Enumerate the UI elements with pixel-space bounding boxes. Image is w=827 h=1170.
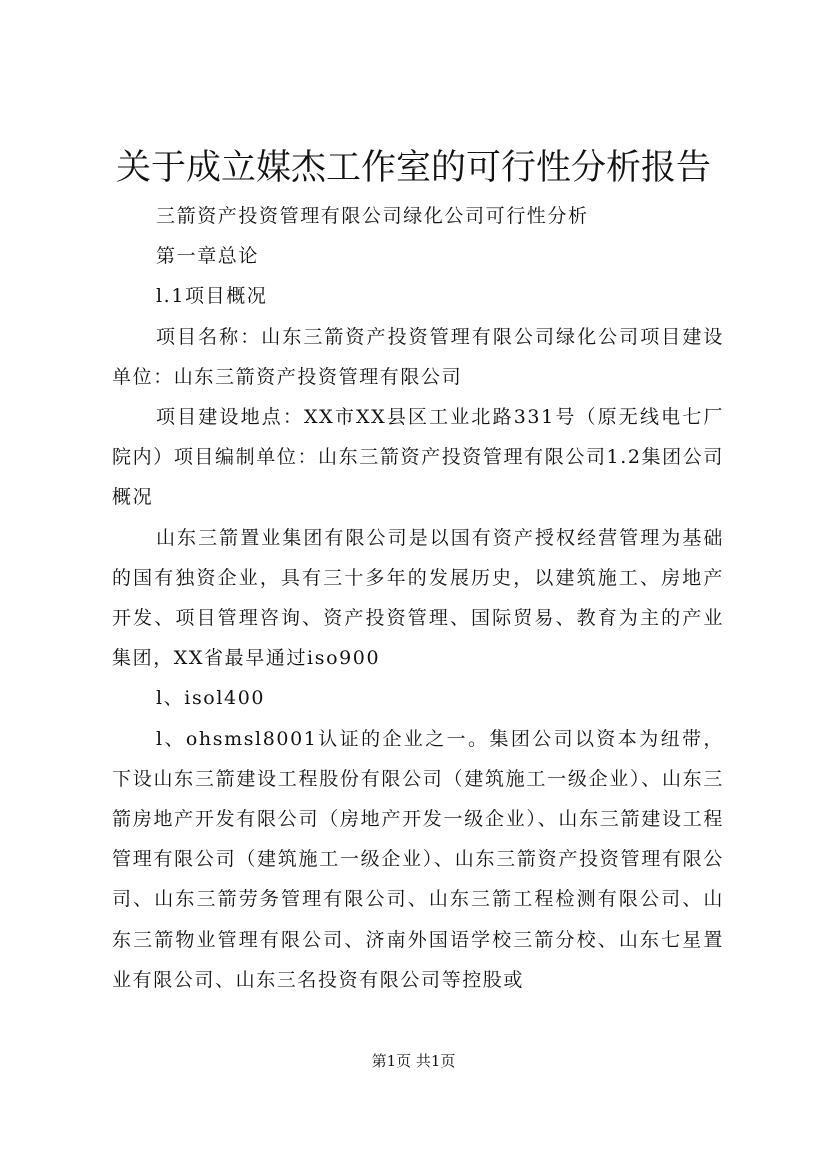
paragraph-subtitle: 三箭资产投资管理有限公司绿化公司可行性分析 — [156, 205, 589, 227]
document-body — [112, 196, 724, 1000]
document-title: 关于成立媒杰工作室的可行性分析报告 — [115, 148, 711, 188]
page-footer: 第1页 共1页 — [371, 1052, 456, 1070]
paragraph-section-heading: l.1项目概况 — [156, 285, 268, 308]
paragraph-group-overview: 山东三箭置业集团有限公司是以国有资产授权经营管理为基础的国有独资企业，具有三十多年的发展历史，以建筑施工、房地产开发、项目管理咨询、资产投资管理、国际贸易、教育为主的产业集团，XX省最早通过iso900 — [112, 526, 724, 670]
paragraph-iso14001: l、isol400 — [156, 687, 266, 710]
paragraph-ohsms-subsidiaries: l、ohsmsl8001认证的企业之一。集团公司以资本为纽带，下设山东三箭建设工程股份有限公司（建筑施工一级企业）、山东三箭房地产开发有限公司（房地产开发一级企业）、山东三箭建设工程管理有限公司（建筑施工一级企业）、山东三箭资产投资管理有限公司、山东三箭劳务管理有限公司、山东三箭工程检测有限公司、山东三箭物业管理有限公司、济南外国语学校三箭分校、山东七星置业有限公司、山东三名投资有限公司等控股或 — [112, 727, 724, 991]
paragraph-project-name: 项目名称：山东三箭资产投资管理有限公司绿化公司项目建设单位：山东三箭资产投资管理有限公司 — [112, 325, 724, 388]
paragraph-chapter-heading: 第一章总论 — [156, 245, 260, 268]
paragraph-project-location: 项目建设地点：XX市XX县区工业北路331号（原无线电七厂院内）项目编制单位：山东三箭资产投资管理有限公司1.2集团公司概况 — [112, 406, 724, 509]
